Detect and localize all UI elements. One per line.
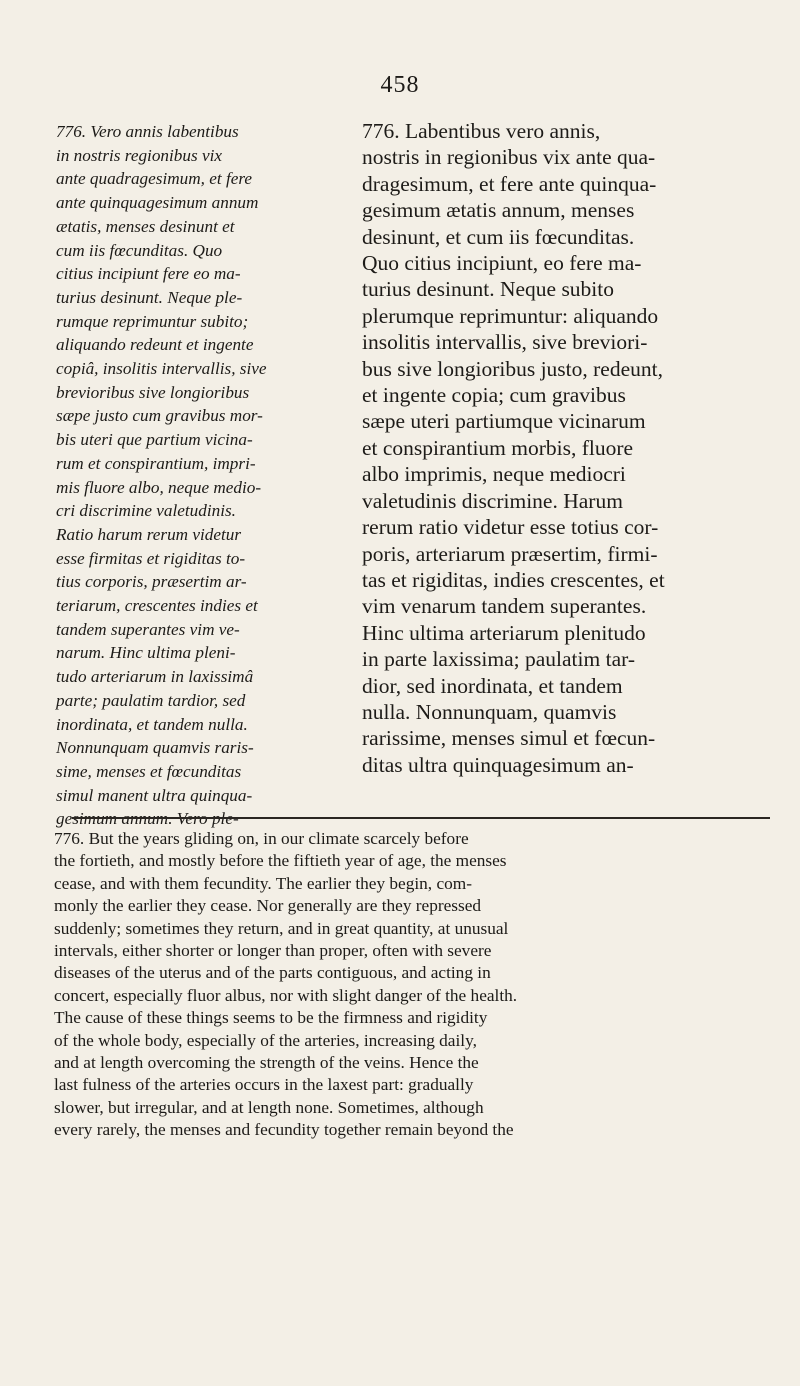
- commentary-line: tudo arteriarum in laxissimâ: [56, 667, 254, 687]
- translation-line: every rarely, the menses and fecundity together remain beyond the: [54, 1120, 514, 1140]
- commentary-line: esse firmitas et rigiditas to-: [56, 548, 246, 568]
- latin-text-line: rerum ratio videtur esse totius cor-: [362, 515, 659, 540]
- commentary-line: tius corporis, præsertim ar-: [56, 572, 247, 592]
- latin-text-line: plerumque reprimuntur: aliquando: [362, 303, 659, 328]
- latin-text-line: ditas ultra quinquagesimum an-: [362, 752, 634, 777]
- translation-line: 776. But the years gliding on, in our climate scarcely before: [54, 829, 469, 848]
- latin-text-line: Quo citius incipiunt, eo fere ma-: [362, 251, 642, 276]
- latin-text-line: dragesimum, et fere ante quinqua-: [362, 171, 657, 196]
- commentary-line: Nonnunquam quamvis raris-: [56, 738, 254, 758]
- commentary-line: in nostris regionibus vix: [56, 145, 222, 165]
- latin-text-line: poris, arteriarum præsertim, firmi-: [362, 541, 658, 566]
- commentary-line: narum. Hinc ultima pleni-: [56, 643, 236, 663]
- latin-text-line: desinunt, et cum iis fœcunditas.: [362, 224, 635, 249]
- page-number: 458: [380, 72, 420, 98]
- commentary-line: tandem superantes vim ve-: [56, 619, 240, 639]
- latin-text-line: albo imprimis, neque mediocri: [362, 462, 626, 487]
- latin-text-line: nostris in regionibus vix ante qua-: [362, 145, 656, 170]
- latin-text-line: vim venarum tandem superantes.: [362, 594, 647, 619]
- commentary-line: sæpe justo cum gravibus mor-: [56, 406, 263, 426]
- latin-text-line: valetudinis discrimine. Harum: [362, 488, 623, 513]
- commentary-line: bis uteri que partium vicina-: [56, 430, 253, 450]
- latin-text-line: et ingente copia; cum gravibus: [362, 383, 626, 408]
- commentary-line: copiâ, insolitis intervallis, sive: [56, 359, 267, 379]
- commentary-line: parte; paulatim tardior, sed: [56, 690, 246, 710]
- latin-text-line: dior, sed inordinata, et tandem: [362, 673, 623, 698]
- commentary-line: citius incipiunt fere eo ma-: [56, 264, 241, 284]
- translation-line: the fortieth, and mostly before the fiftieth year of age, the menses: [54, 851, 507, 871]
- latin-text-line: Hinc ultima arteriarum plenitudo: [362, 620, 646, 645]
- translation-line: cease, and with them fecundity. The earlier they begin, com-: [54, 873, 472, 893]
- latin-commentary-column: [56, 120, 356, 831]
- commentary-line: simul manent ultra quinqua-: [56, 785, 253, 805]
- commentary-line: 776. Vero annis labentibus: [56, 122, 239, 141]
- commentary-line: inordinata, et tandem nulla.: [56, 714, 248, 734]
- commentary-line: rumque reprimuntur subito;: [56, 311, 249, 331]
- latin-text-line: tas et rigiditas, indies crescentes, et: [362, 567, 665, 592]
- translation-line: concert, especially fluor albus, nor with slight danger of the health.: [54, 985, 518, 1005]
- commentary-line: sime, menses et fœcunditas: [56, 761, 242, 781]
- latin-text-line: turius desinunt. Neque subito: [362, 277, 615, 302]
- commentary-line: cum iis fœcunditas. Quo: [56, 240, 223, 260]
- commentary-line: teriarum, crescentes indies et: [56, 596, 258, 616]
- commentary-line: mis fluore albo, neque medio-: [56, 477, 262, 497]
- translation-line: slower, but irregular, and at length none. Sometimes, although: [54, 1097, 484, 1117]
- translation-line: of the whole body, especially of the arteries, increasing daily,: [54, 1030, 477, 1050]
- commentary-line: aliquando redeunt et ingente: [56, 335, 254, 355]
- section-divider: [72, 817, 770, 819]
- commentary-line: ætatis, menses desinunt et: [56, 216, 235, 236]
- translation-line: The cause of these things seems to be the firmness and rigidity: [54, 1008, 488, 1028]
- commentary-line: ante quinquagesimum annum: [56, 193, 259, 213]
- latin-text-line: et conspirantium morbis, fluore: [362, 435, 634, 460]
- latin-text-line: gesimum ætatis annum, menses: [362, 198, 635, 223]
- translation-line: monly the earlier they cease. Nor generally are they repressed: [54, 896, 482, 916]
- translation-line: suddenly; sometimes they return, and in great quantity, at unusual: [54, 918, 509, 938]
- commentary-line: brevioribus sive longioribus: [56, 382, 250, 402]
- latin-text-line: nulla. Nonnunquam, quamvis: [362, 699, 617, 724]
- commentary-line: gesimum annum. Vero ple-: [56, 809, 239, 829]
- commentary-line: Ratio harum rerum videtur: [56, 524, 242, 544]
- translation-line: and at length overcoming the strength of the veins. Hence the: [54, 1053, 479, 1073]
- translation-line: diseases of the uterus and of the parts contiguous, and acting in: [54, 963, 491, 983]
- latin-text-line: in parte laxissima; paulatim tar-: [362, 647, 636, 672]
- latin-text-line: rarissime, menses simul et fœcun-: [362, 726, 656, 751]
- english-translation: [54, 828, 784, 1142]
- latin-text-line: sæpe uteri partiumque vicinarum: [362, 409, 646, 434]
- latin-text-line: insolitis intervallis, sive breviori-: [362, 330, 648, 355]
- latin-text-line: bus sive longioribus justo, redeunt,: [362, 356, 663, 381]
- commentary-line: ante quadragesimum, et fere: [56, 169, 253, 189]
- commentary-line: turius desinunt. Neque ple-: [56, 287, 243, 307]
- commentary-line: cri discrimine valetudinis.: [56, 501, 236, 521]
- commentary-line: rum et conspirantium, impri-: [56, 453, 256, 473]
- translation-line: last fulness of the arteries occurs in the laxest part: gradually: [54, 1075, 474, 1095]
- latin-text-column: [362, 118, 760, 778]
- latin-text-line: 776. Labentibus vero annis,: [362, 119, 601, 143]
- translation-line: intervals, either shorter or longer than proper, often with severe: [54, 941, 492, 961]
